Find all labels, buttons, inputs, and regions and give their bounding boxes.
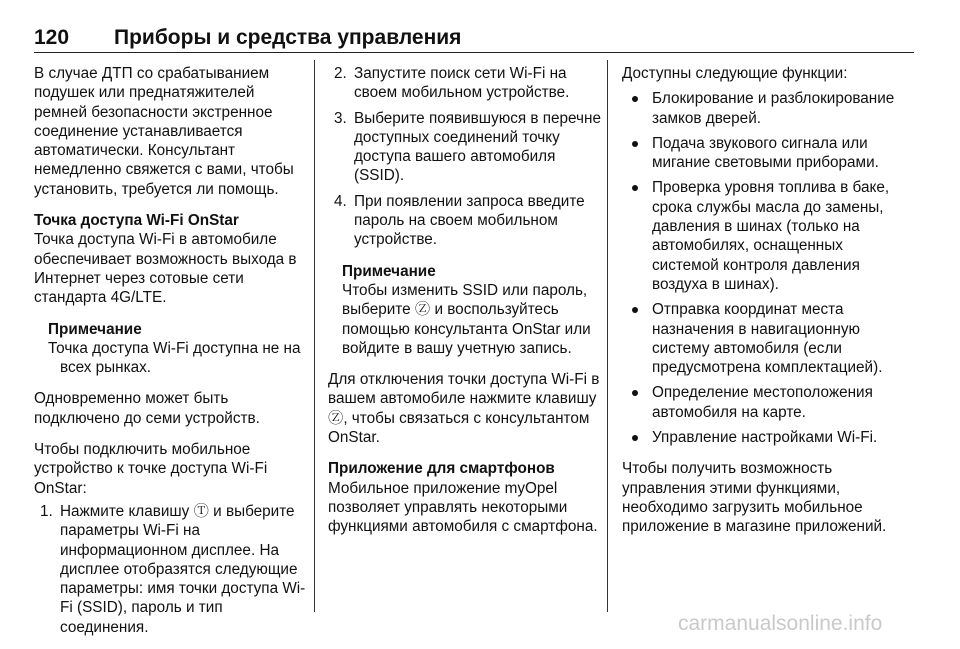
steps-list-continued [328, 64, 602, 250]
bullet-icon [632, 390, 638, 396]
step-text: Запустите поиск сети Wi-Fi на своем мобильном устройстве. [354, 65, 570, 102]
step-text: Выберите появившуюся в перечне доступных соединений точку доступа вашего автомобиля (SSID). [354, 109, 601, 185]
bullet-text: Определение местоположения автомобиля на карте. [652, 384, 873, 421]
watermark: carmanualsonline.info [678, 612, 883, 635]
list-item [622, 428, 898, 447]
step-number: 3. [334, 109, 347, 127]
step-number: 2. [334, 65, 347, 82]
list-item [622, 178, 898, 294]
bullet-text: Блокирование и разблокирование замков дверей. [652, 90, 895, 127]
bullet-icon [632, 185, 638, 191]
functions-list [622, 89, 898, 447]
list-item [328, 109, 602, 186]
bullet-icon [632, 307, 638, 313]
step-text-part: Нажмите клавишу [60, 502, 190, 520]
bullet-icon [632, 96, 638, 102]
note-text [342, 281, 602, 358]
column-1 [34, 64, 308, 649]
functions-intro: Доступны следующие функции: [622, 65, 848, 82]
disconnect-paragraph [328, 370, 602, 447]
functions-outro: Чтобы получить возможность управления этими функциями, необходимо загрузить мобильное приложение в магазине приложений. [622, 460, 887, 536]
bullet-text: Управление настройками Wi-Fi. [652, 429, 878, 447]
step-text-part: и выберите параметры Wi-Fi на информационном дисплее. На дисплее отобразятся следующие параметры: имя точки доступа Wi-Fi (SSID), пароль и тип соединения. [60, 502, 306, 636]
step-text: При появлении запроса введите пароль на своем мобильном устройстве. [354, 192, 585, 249]
wifi-description: Точка доступа Wi-Fi в автомобиле обеспечивает возможность выхода в Интернет через сотовые сети стандарта 4G/LTE. [34, 231, 297, 307]
page-number: 120 [34, 26, 70, 49]
intro-paragraph: В случае ДТП со срабатыванием подушек или преднатяжителей ремней безопасности экстренное соединение устанавливается автоматически. Консультант немедленно свяжется с вами, чтобы установить, требуется ли помощь. [34, 65, 294, 198]
note-text-part: Чтобы изменить SSID или пароль, выберите [342, 281, 588, 319]
connect-intro-paragraph: Чтобы подключить мобильное устройство к точке доступа Wi-Fi OnStar: [34, 441, 268, 497]
column-3 [622, 64, 898, 549]
note-title: Примечание [48, 320, 142, 338]
bullet-text: Отправка координат места назначения в навигационную систему автомобиля (если предусмотрена комплектацией). [652, 301, 883, 377]
list-item [622, 134, 898, 173]
list-item [328, 64, 602, 103]
bullet-text: Проверка уровня топлива в баке, срока службы масла до замены, давления в шинах (только на автомобилях, оснащенных системой контроля давления воздуха в шинах). [652, 179, 890, 293]
steps-list [34, 502, 308, 637]
onstar-key-icon: Ⓩ [414, 301, 431, 319]
onstar-key-icon: Ⓩ [328, 409, 344, 427]
note-text: Точка доступа Wi-Fi доступна не на всех рынках. [48, 339, 301, 377]
list-item [328, 192, 602, 250]
paragraph-text-part: Для отключения точки доступа Wi-Fi в вашем автомобиле нажмите клавишу [328, 371, 600, 408]
paragraph-text-part: , чтобы связаться с консультантом OnStar. [328, 409, 590, 447]
note-text-part: и воспользуйтесь помощью консультанта OnStar или войдите в вашу учетную запись. [342, 301, 591, 357]
section-heading-app: Приложение для смартфонов [328, 460, 555, 478]
info-key-icon: Ⓣ [193, 502, 209, 520]
note-title: Примечание [342, 262, 436, 280]
page-title: Приборы и средства управления [114, 26, 462, 49]
bullet-icon [632, 435, 638, 441]
bullet-icon [632, 141, 638, 147]
step-number: 1. [40, 502, 53, 520]
step-number: 4. [334, 192, 347, 210]
list-item [622, 300, 898, 377]
list-item [34, 502, 308, 637]
column-divider-2 [607, 60, 608, 612]
list-item [622, 383, 898, 422]
list-item [622, 89, 898, 128]
column-divider-1 [314, 60, 315, 612]
note-box [342, 262, 602, 358]
bullet-text: Подача звукового сигнала или мигание световыми приборами. [652, 134, 879, 172]
header-divider [34, 52, 914, 53]
note-box [48, 320, 308, 378]
section-heading-wifi: Точка доступа Wi-Fi OnStar [34, 212, 239, 230]
page-header [34, 26, 914, 50]
column-2 [328, 64, 602, 549]
app-description: Мобильное приложение myOpel позволяет управлять некоторыми функциями автомобиля с смартфона. [328, 479, 598, 536]
device-count-paragraph: Одновременно может быть подключено до семи устройств. [34, 390, 260, 427]
